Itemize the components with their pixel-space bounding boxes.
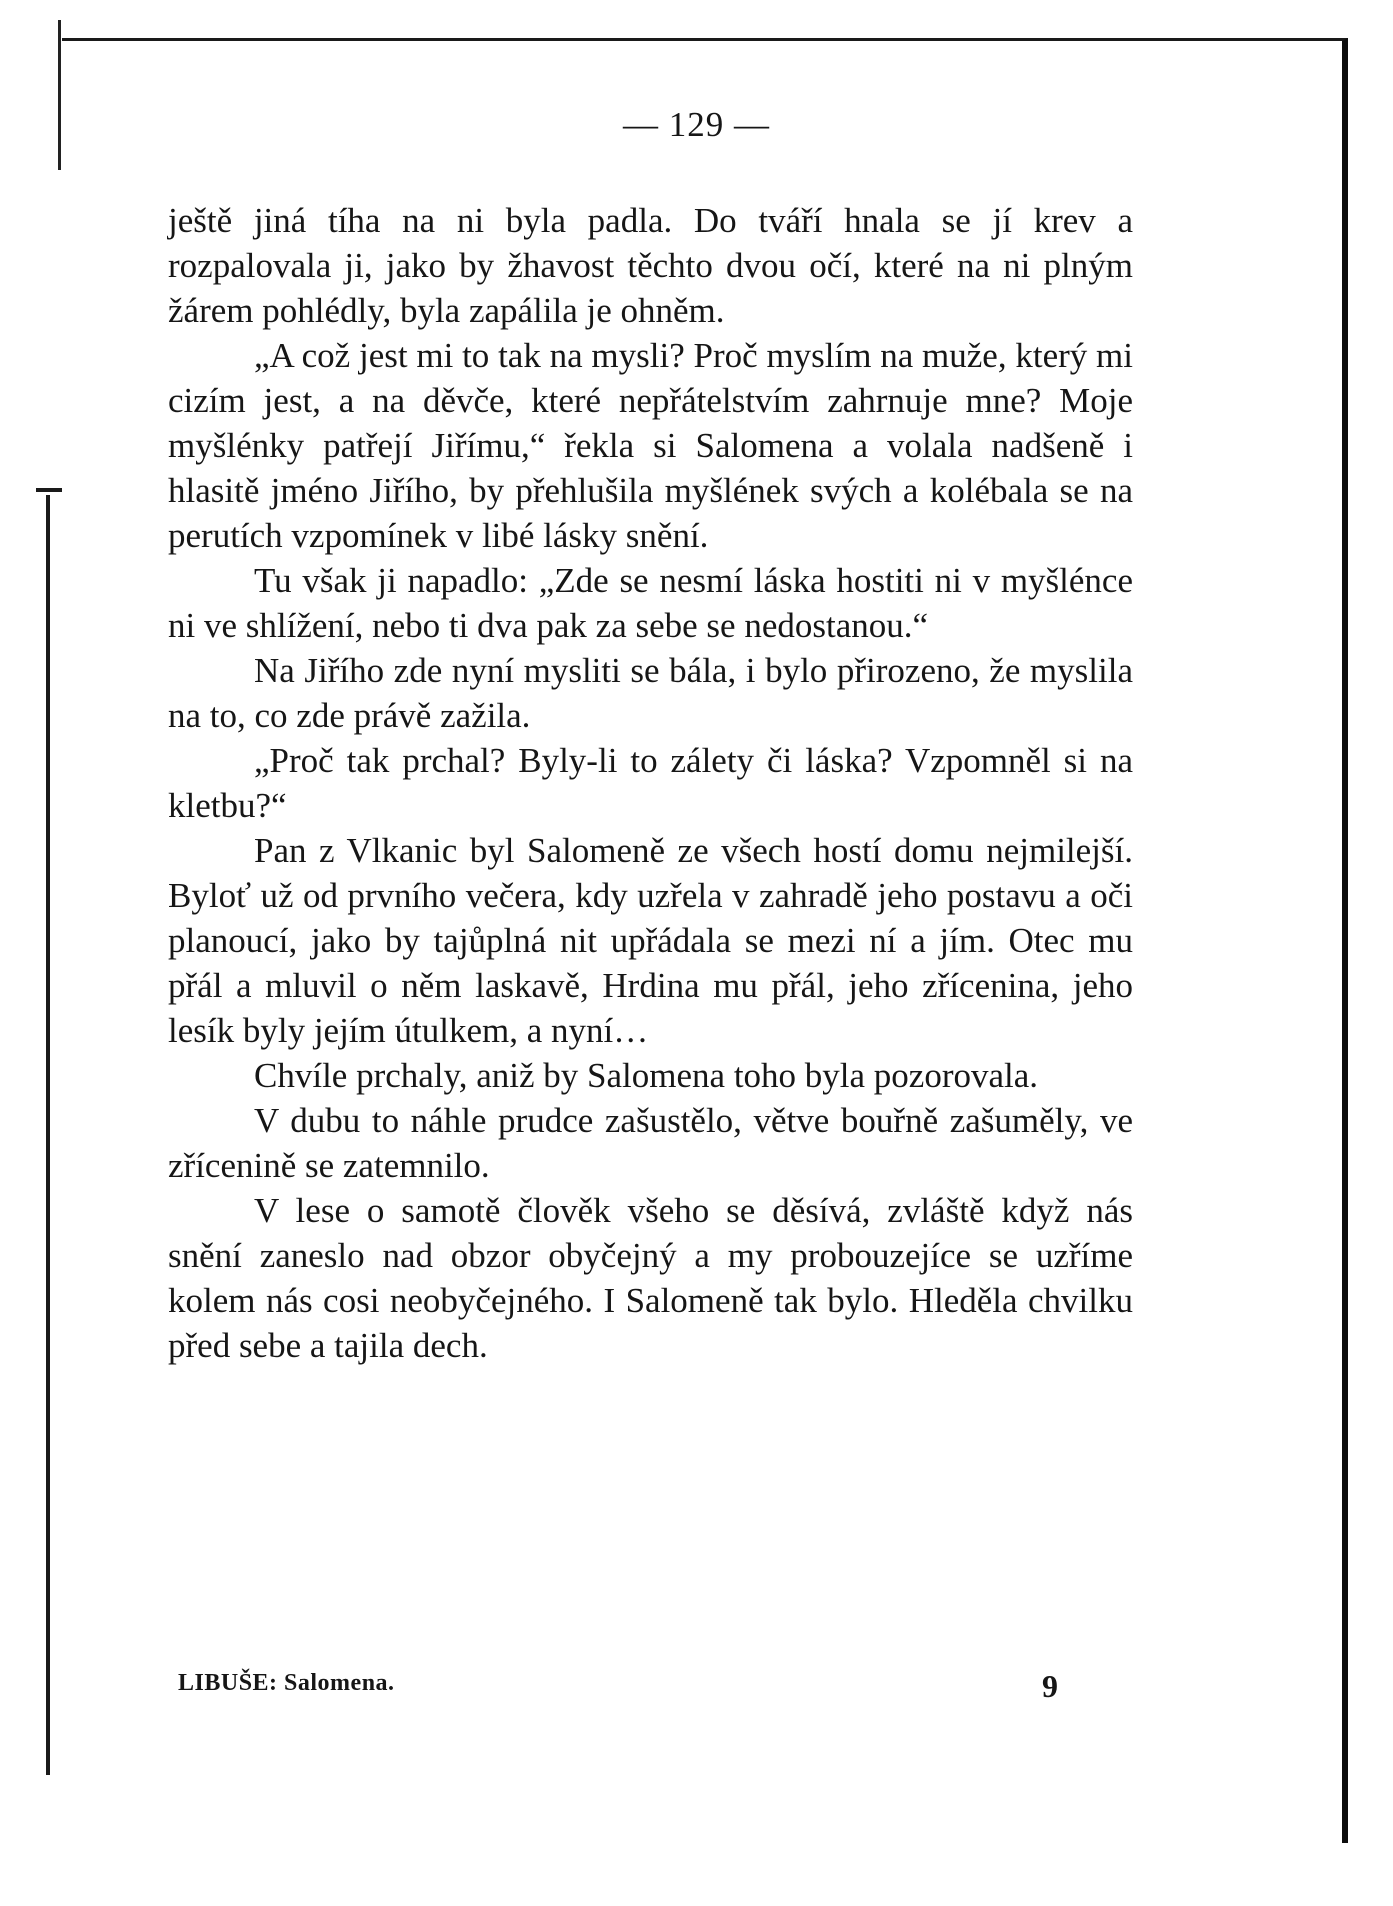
paragraph-1: ještě jiná tíha na ni byla padla. Do tváří hnala se jí krev a rozpalovala ji, jako by žhavost těchto dvou očí, které na ni plným žárem pohlédly, byla zapálila je ohněm. [168,201,1133,330]
page-footer [178,1668,1058,1708]
paragraph-6: Pan z Vlkanic byl Salomeně ze všech hostí domu nejmilejší. Byloť už od prvního večera, kdy uzřela v zahradě jeho postavu a oči planoucí, jako by tajůplná nit upřádala se mezi ní a jím. Otec mu přál a mluvil o něm laskavě, Hrdina mu přál, jeho zřícenina, jeho lesík byly jejím útulkem, a nyní… [168,831,1133,1050]
paragraph-3: Tu však ji napadlo: „Zde se nesmí láska hostiti ni v myšlénce ni ve shlížení, nebo ti dva pak za sebe se nedostanou.“ [168,561,1133,645]
page-number: — 129 — [623,105,770,144]
body-text [168,198,1133,1368]
paragraph-8: V dubu to náhle prudce zašustělo, větve bouřně zašuměly, ve zřícenině se zatemnilo. [168,1101,1133,1185]
scan-cross-mark [36,488,62,492]
signature-mark: LIBUŠE: Salomena. [178,1670,395,1696]
paragraph-4: Na Jiřího zde nyní mysliti se bála, i bylo přirozeno, že myslila na to, co zde právě zažila. [168,651,1133,735]
paragraph-5: „Proč tak prchal? Byly-li to zálety či láska? Vzpomněl si na kletbu?“ [168,741,1133,825]
paragraph-7: Chvíle prchaly, aniž by Salomena toho byla pozorovala. [254,1056,1039,1095]
scan-edge-mark [58,20,61,170]
scan-edge-mark-lower [46,495,50,1775]
paragraph-9: V lese o samotě člověk všeho se děsívá, zvláště když nás snění zaneslo nad obzor obyčejný a my probouzejíce se uzříme kolem nás cosi neobyčejného. I Salomeně tak bylo. Hleděla chvilku před sebe a tajila dech. [168,1191,1133,1365]
sheet-number: 9 [1042,1668,1058,1704]
paragraph-2: „A což jest mi to tak na mysli? Proč myslím na muže, který mi cizím jest, a na děvče, které nepřátelstvím zahrnuje mne? Moje myšlénky patřejí Jiřímu,“ řekla si Salomena a volala nadšeně i hlasitě jméno Jiřího, by přehlušila myšlének svých a kolébala se na perutích vzpomínek v libé lásky snění. [168,336,1133,555]
